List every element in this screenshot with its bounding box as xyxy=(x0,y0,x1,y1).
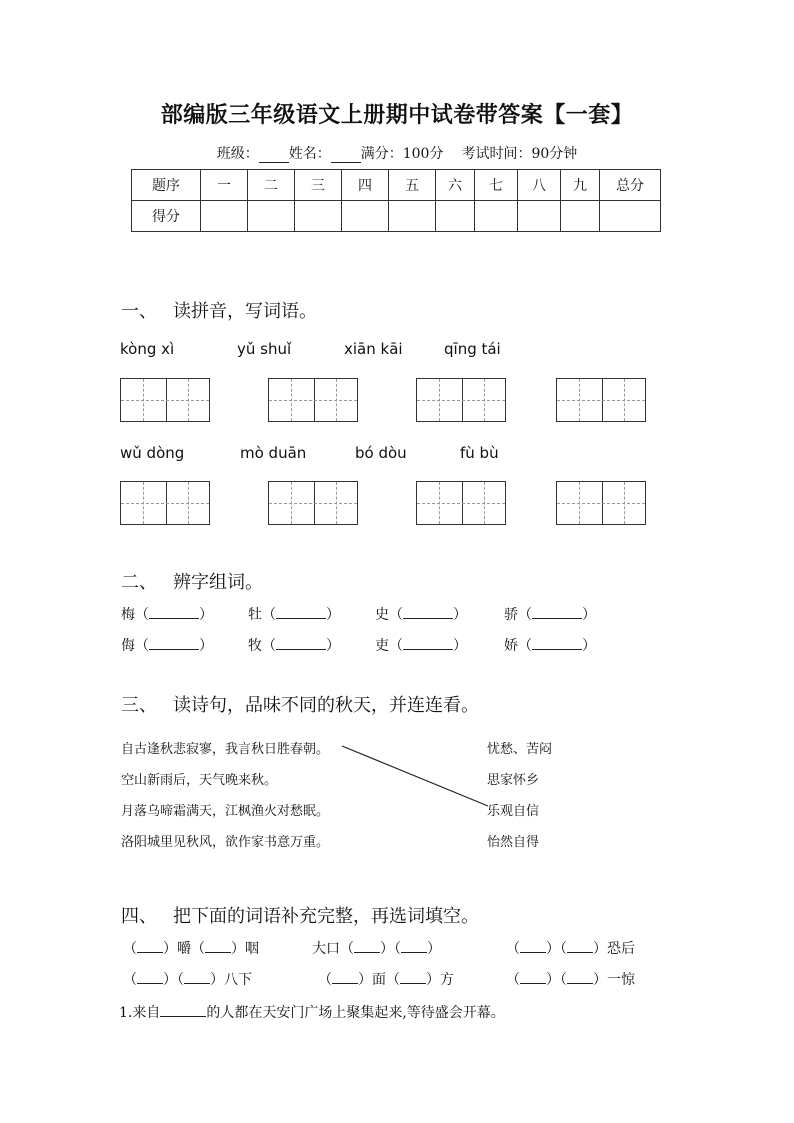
pinyin: wǔ dòng xyxy=(120,444,185,462)
name-label: 姓名： xyxy=(288,146,331,162)
section-title: 辨字组词。 xyxy=(173,572,263,593)
pinyin: fù bù xyxy=(460,444,499,462)
section-title: 读拼音，写词语。 xyxy=(173,301,317,322)
header-cell: 四 xyxy=(342,170,389,201)
word-group-item[interactable]: 侮（ ） xyxy=(121,638,213,654)
fill-sentence[interactable] xyxy=(119,1002,505,1022)
header-cell: 总分 xyxy=(600,170,661,201)
idiom-item[interactable]: （ ）（ ）八下 xyxy=(123,972,252,988)
feeling-option[interactable]: 乐观自信 xyxy=(487,804,540,819)
class-label: 班级： xyxy=(216,146,259,162)
word-group-item[interactable]: 牧（ ） xyxy=(248,638,340,654)
word-group-item[interactable]: 史（ ） xyxy=(375,607,467,623)
header-cell: 二 xyxy=(248,170,295,201)
word-group-item[interactable]: 牡（ ） xyxy=(248,607,340,623)
section-number: 二、 xyxy=(121,572,157,593)
header-cell: 一 xyxy=(201,170,248,201)
pinyin: kòng xì xyxy=(120,340,175,358)
pinyin: xiān kāi xyxy=(344,340,403,358)
poem-line[interactable]: 空山新雨后，天气晚来秋。 xyxy=(121,773,278,788)
section-title: 把下面的词语补充完整，再选词填空。 xyxy=(173,906,479,927)
header-cell: 题序 xyxy=(132,170,201,201)
poem-line[interactable]: 洛阳城里见秋风，欲作家书意万重。 xyxy=(121,835,330,850)
idiom-item[interactable]: （ ）嚼（ ）咽 xyxy=(123,941,259,957)
pinyin: yǔ shuǐ xyxy=(237,340,292,358)
poem-line[interactable]: 自古逢秋悲寂寥，我言秋日胜春朝。 xyxy=(121,742,330,757)
feeling-option[interactable]: 怡然自得 xyxy=(487,835,540,850)
sentence-start: 1.来自 xyxy=(119,1005,161,1021)
connection-line xyxy=(342,746,488,806)
time-label: 考试时间：90分钟 xyxy=(461,146,578,162)
header-cell: 五 xyxy=(389,170,436,201)
idiom-item[interactable]: （ ）面（ ）方 xyxy=(318,972,454,988)
idiom-item[interactable]: 大口（ ）（ ） xyxy=(312,941,441,957)
header-cell: 八 xyxy=(518,170,561,201)
feeling-option[interactable]: 忧愁、苦闷 xyxy=(487,742,553,757)
word-group-item[interactable]: 吏（ ） xyxy=(375,638,467,654)
section-number: 三、 xyxy=(121,695,157,716)
feeling-option[interactable]: 思家怀乡 xyxy=(487,773,540,788)
sentence-end: 的人都在天安门广场上聚集起来,等待盛会开幕。 xyxy=(206,1005,505,1021)
section4-heading xyxy=(121,902,479,928)
page-title: 部编版三年级语文上册期中试卷带答案【一套】 xyxy=(160,103,634,128)
idiom-item[interactable]: （ ）（ ）一惊 xyxy=(506,972,635,988)
section-title: 读诗句，品味不同的秋天，并连连看。 xyxy=(173,695,479,716)
header-cell: 六 xyxy=(436,170,475,201)
header-cell: 九 xyxy=(561,170,600,201)
header-cell: 七 xyxy=(475,170,518,201)
pinyin: mò duān xyxy=(240,444,307,462)
header-cell: 三 xyxy=(295,170,342,201)
idiom-item[interactable]: （ ）（ ）恐后 xyxy=(506,941,635,957)
word-group-item[interactable]: 梅（ ） xyxy=(121,607,213,623)
poem-line[interactable]: 月落乌啼霜满天，江枫渔火对愁眠。 xyxy=(121,804,330,819)
section-number: 四、 xyxy=(121,906,157,927)
section-number: 一、 xyxy=(121,301,157,322)
pinyin: qīng tái xyxy=(444,340,501,358)
word-group-item[interactable]: 骄（ ） xyxy=(504,607,596,623)
row-label: 得分 xyxy=(132,201,201,232)
pinyin: bó dòu xyxy=(355,444,407,462)
sentence-blank[interactable] xyxy=(160,1004,206,1017)
score-label: 满分：100分 xyxy=(360,146,444,162)
word-group-item[interactable]: 娇（ ） xyxy=(504,638,596,654)
